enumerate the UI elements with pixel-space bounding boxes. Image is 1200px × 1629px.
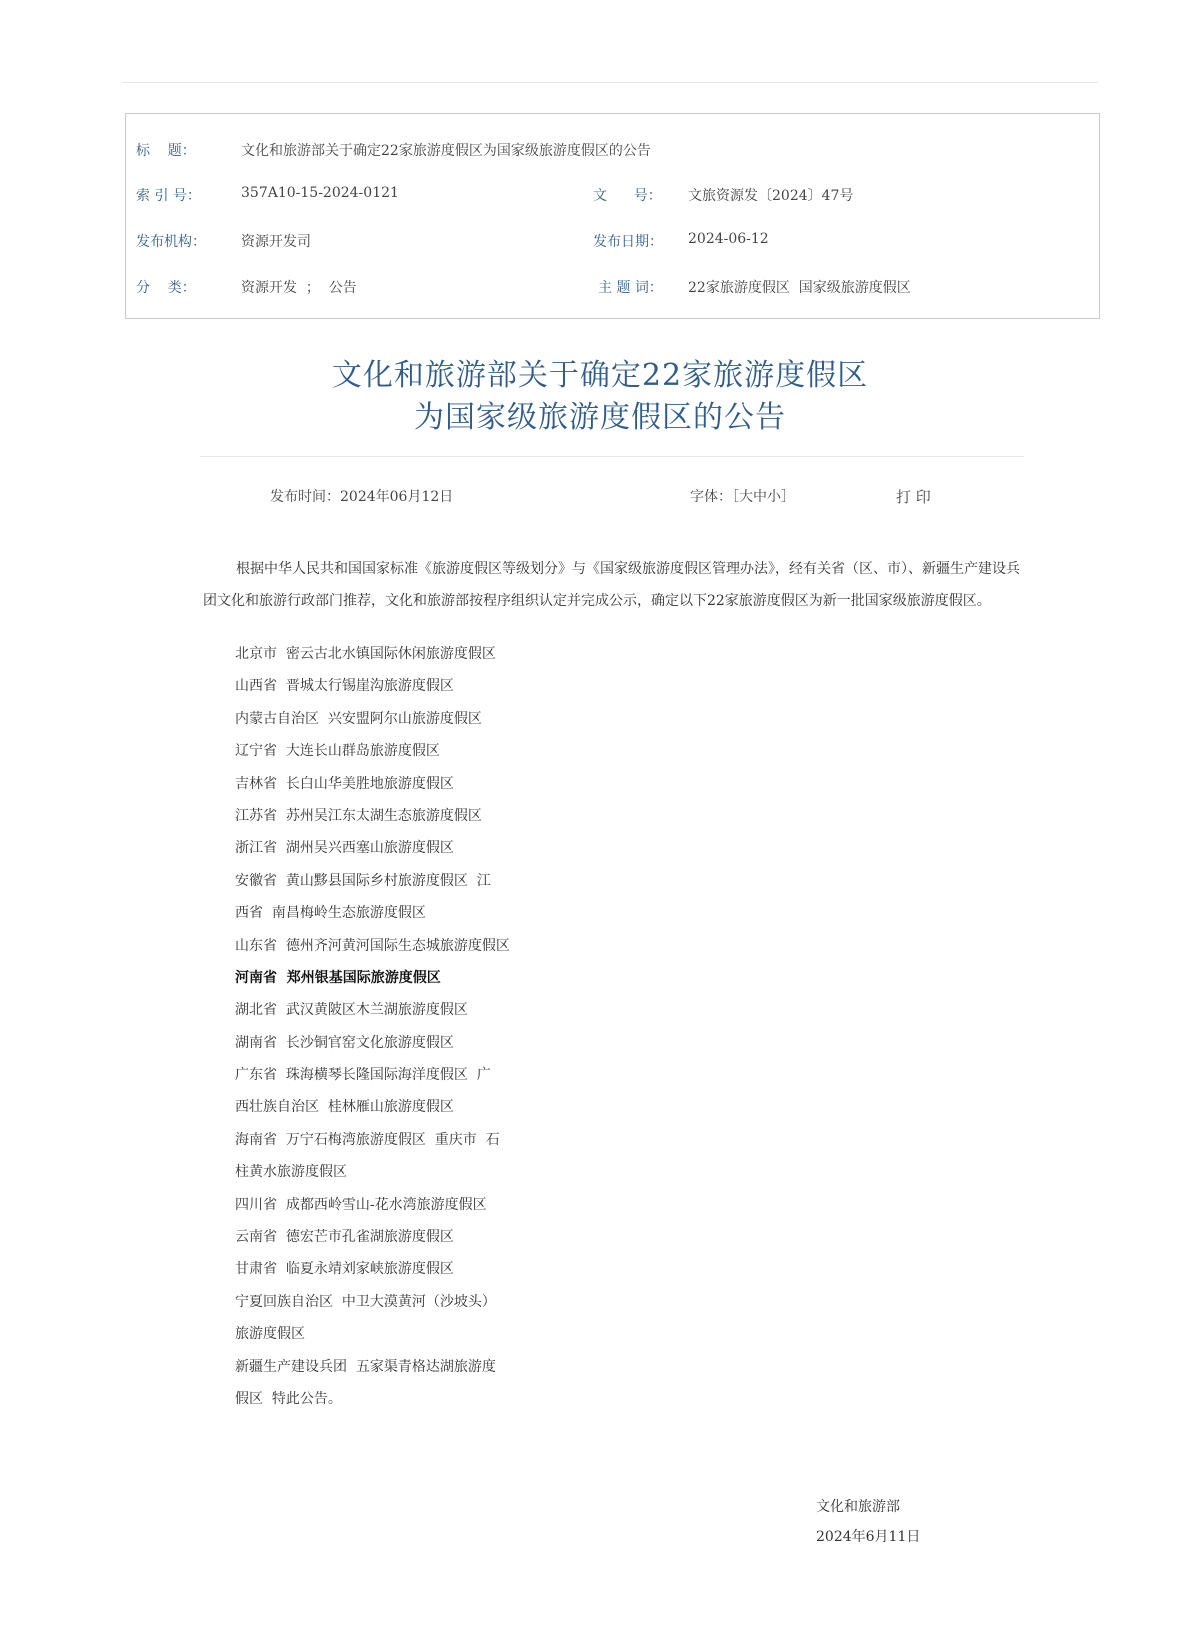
keywords-label: 主 题 词： [598,280,663,296]
list-item: 假区 特此公告。 [235,1390,342,1407]
list-item: 湖北省 武汉黄陂区木兰湖旅游度假区 [235,1002,468,1019]
list-item: 吉林省 长白山华美胜地旅游度假区 [235,775,454,792]
docno-value: 文旅资源发〔2024〕47号 [688,188,854,204]
list-item: 河南省 郑州银基国际旅游度假区 [235,969,441,986]
intro-paragraph: 根据中华人民共和国国家标准《旅游度假区等级划分》与《国家级旅游度假区管理办法》，经有关省（区、市）、新疆生产建设兵团文化和旅游行政部门推荐，文化和旅游部按程序组织认定并完成公示，确定以下22家旅游度假区为新一批国家级旅游度假区。 [203,561,1020,609]
org-value: 资源开发司 [241,234,311,250]
list-item: 西省 南昌梅岭生态旅游度假区 [235,905,426,922]
list-item: 柱黄水旅游度假区 [235,1164,347,1181]
list-item: 山东省 德州齐河黄河国际生态城旅游度假区 [235,937,510,954]
list-item: 安徽省 黄山黟县国际乡村旅游度假区 江 [235,872,491,889]
list-item: 旅游度假区 [235,1326,305,1343]
font-size-switch[interactable]: 字体：［大中小］ [690,489,795,505]
signature-date: 2024年6月11日 [816,1529,921,1545]
article-title-line2: 为国家级旅游度假区的公告 [414,400,786,435]
publish-time: 发布时间：2024年06月12日 [270,489,454,505]
list-item: 江苏省 苏州吴江东太湖生态旅游度假区 [235,807,482,824]
category-label: 分 类： [136,280,196,296]
article-title-line1: 文化和旅游部关于确定22家旅游度假区 [331,358,869,393]
top-divider [122,82,1098,83]
index-label: 索 引 号： [136,188,201,204]
list-item: 四川省 成都西岭雪山-花水湾旅游度假区 [235,1196,487,1213]
list-item: 浙江省 湖州吴兴西塞山旅游度假区 [235,840,454,857]
list-item: 广东省 珠海横琴长隆国际海洋度假区 广 [235,1067,491,1084]
title-label: 标 题： [136,143,196,159]
keywords-value: 22家旅游度假区 国家级旅游度假区 [688,280,911,296]
date-label: 发布日期： [593,234,663,250]
list-item: 山西省 晋城太行锡崖沟旅游度假区 [235,678,454,695]
docno-label: 文 号： [593,188,662,204]
list-item: 西壮族自治区 桂林雁山旅游度假区 [235,1099,454,1116]
date-value: 2024-06-12 [688,231,769,247]
resort-list [235,638,510,1415]
signature-org: 文化和旅游部 [816,1499,900,1515]
index-value: 357A10-15-2024-0121 [241,185,399,201]
list-item: 内蒙古自治区 兴安盟阿尔山旅游度假区 [235,710,482,727]
org-label: 发布机构： [136,234,206,250]
title-value: 文化和旅游部关于确定22家旅游度假区为国家级旅游度假区的公告 [241,143,651,159]
title-divider [200,456,1024,457]
print-button[interactable]: 打 印 [896,488,931,506]
list-item: 海南省 万宁石梅湾旅游度假区 重庆市 石 [235,1131,500,1148]
category-value: 资源开发 ； 公告 [241,280,357,296]
list-item: 宁夏回族自治区 中卫大漠黄河（沙坡头） [235,1293,496,1310]
list-item: 湖南省 长沙铜官窑文化旅游度假区 [235,1034,454,1051]
list-item: 辽宁省 大连长山群岛旅游度假区 [235,743,440,760]
list-item: 新疆生产建设兵团 五家渠青格达湖旅游度 [235,1358,496,1375]
list-item: 云南省 德宏芒市孔雀湖旅游度假区 [235,1229,454,1246]
list-item: 甘肃省 临夏永靖刘家峡旅游度假区 [235,1261,454,1278]
list-item: 北京市 密云古北水镇国际休闲旅游度假区 [235,646,496,662]
document-info-box [125,113,1100,319]
